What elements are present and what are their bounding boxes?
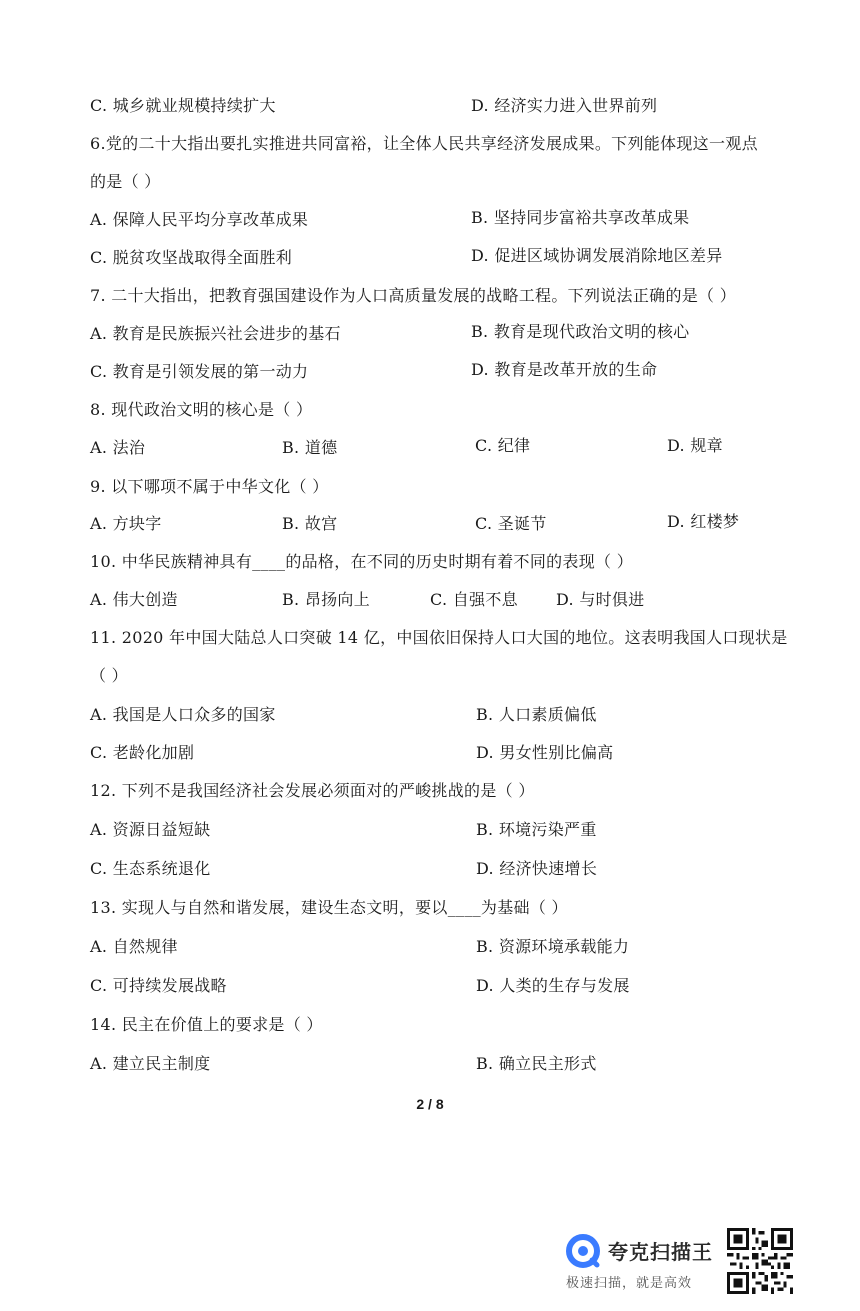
- exam-line-q6: 6.党的二十大指出要扎实推进共同富裕，让全体人民共享经济发展成果。下列能体现这一观点: [90, 134, 758, 153]
- exam-line-q11a: A. 我国是人口众多的国家: [90, 705, 276, 724]
- exam-line-q8: 8. 现代政治文明的核心是（ ）: [90, 400, 313, 419]
- exam-line-q14b: B. 确立民主形式: [476, 1054, 597, 1073]
- exam-line-q6d: D. 促进区域协调发展消除地区差异: [471, 246, 723, 265]
- exam-line-q6b: 的是（ ）: [90, 172, 161, 191]
- exam-line-q6bopt: B. 坚持同步富裕共享改革成果: [471, 208, 690, 227]
- exam-line-q14a: A. 建立民主制度: [90, 1054, 211, 1073]
- exam-line-q9d: D. 红楼梦: [667, 512, 740, 531]
- exam-line-q11: 11. 2020 年中国大陆总人口突破 14 亿，中国依旧保持人口大国的地位。这表明我国人口现状是: [90, 628, 788, 647]
- exam-line-q7a: A. 教育是民族振兴社会进步的基石: [90, 324, 341, 343]
- exam-line-q10b: B. 昂扬向上: [282, 590, 371, 609]
- exam-line-q13: 13. 实现人与自然和谐发展，建设生态文明，要以____为基础（ ）: [90, 898, 568, 917]
- exam-line-q11c: C. 老龄化加剧: [90, 743, 195, 762]
- exam-line-q12d: D. 经济快速增长: [476, 859, 598, 878]
- exam-line-q9a: A. 方块字: [90, 514, 162, 533]
- exam-line-q12: 12. 下列不是我国经济社会发展必须面对的严峻挑战的是（ ）: [90, 781, 535, 800]
- exam-line-q11b: （ ）: [90, 666, 128, 685]
- exam-line-q7d: D. 教育是改革开放的生命: [471, 360, 658, 379]
- exam-line-q12c: C. 生态系统退化: [90, 859, 211, 878]
- exam-line-q11bopt: B. 人口素质偏低: [476, 705, 597, 724]
- exam-line-q13c: C. 可持续发展战略: [90, 976, 227, 995]
- exam-line-q13b: B. 资源环境承载能力: [476, 937, 630, 956]
- brand-slogan: 极速扫描，就是高效: [566, 1276, 693, 1291]
- brand-name: 夸克扫描王: [608, 1240, 713, 1264]
- exam-line-q7: 7. 二十大指出，把教育强国建设作为人口高质量发展的战略工程。下列说法正确的是（ ）: [90, 286, 737, 305]
- exam-line-q8c: C. 纪律: [475, 436, 531, 455]
- exam-line-q5d: D. 经济实力进入世界前列: [471, 96, 658, 115]
- exam-line-q14: 14. 民主在价值上的要求是（ ）: [90, 1015, 323, 1034]
- exam-line-q11d: D. 男女性别比偏高: [476, 743, 614, 762]
- exam-line-q6a: A. 保障人民平均分享改革成果: [90, 210, 309, 229]
- qr-code-icon: [727, 1228, 793, 1294]
- scanner-watermark: [566, 1228, 726, 1298]
- exam-line-q9c: C. 圣诞节: [475, 514, 547, 533]
- exam-line-q10d: D. 与时俱进: [556, 590, 645, 609]
- page-number: 2 / 8: [416, 1096, 444, 1112]
- exam-line-q7c: C. 教育是引领发展的第一动力: [90, 362, 309, 381]
- exam-line-q10a: A. 伟大创造: [90, 590, 178, 609]
- exam-line-q8b: B. 道德: [282, 438, 338, 457]
- exam-line-q6c: C. 脱贫攻坚战取得全面胜利: [90, 248, 293, 267]
- exam-line-q12a: A. 资源日益短缺: [90, 820, 211, 839]
- exam-line-q7b: B. 教育是现代政治文明的核心: [471, 322, 690, 341]
- exam-line-q9: 9. 以下哪项不属于中华文化（ ）: [90, 477, 329, 496]
- exam-line-q13a: A. 自然规律: [90, 937, 178, 956]
- exam-line-q8d: D. 规章: [667, 436, 723, 455]
- exam-line-q13d: D. 人类的生存与发展: [476, 976, 630, 995]
- exam-line-q10: 10. 中华民族精神具有____的品格，在不同的历史时期有着不同的表现（ ）: [90, 552, 634, 571]
- exam-line-q10c: C. 自强不息: [430, 590, 518, 609]
- exam-line-q9b: B. 故宫: [282, 514, 338, 533]
- exam-line-q12b: B. 环境污染严重: [476, 820, 597, 839]
- exam-line-q8a: A. 法治: [90, 438, 146, 457]
- quark-logo-icon: [566, 1234, 600, 1268]
- exam-line-q5c: C. 城乡就业规模持续扩大: [90, 96, 276, 115]
